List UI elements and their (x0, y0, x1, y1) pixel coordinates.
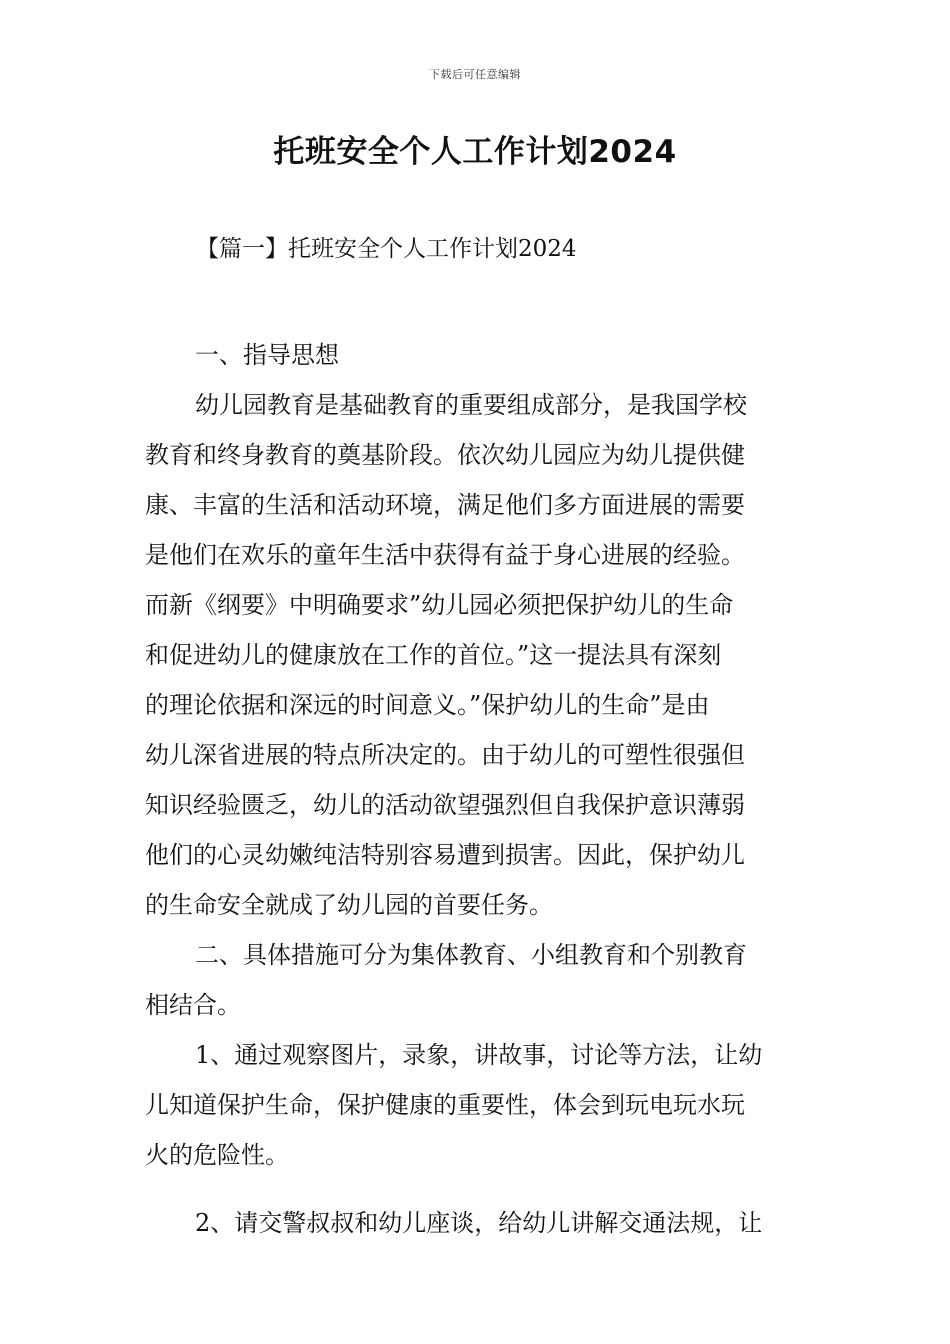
list-item-2 (145, 1198, 810, 1248)
paragraph-line: 而新《纲要》中明确要求”幼儿园必须把保护幼儿的生命 (145, 591, 734, 619)
list-item-1 (145, 1030, 810, 1180)
list-item-line: 1、通过观察图片，录象，讲故事，讨论等方法，让幼 (195, 1041, 763, 1069)
paragraph-line: 他们的心灵幼嫩纯洁特别容易遭到损害。因此，保护幼儿 (145, 841, 745, 869)
document-title: 托班安全个人工作计划2024 (273, 134, 677, 170)
paragraph-line: 和促进幼儿的健康放在工作的首位。”这一提法具有深刻 (145, 641, 722, 669)
paragraph-line: 幼儿园教育是基础教育的重要组成部分，是我国学校 (195, 391, 747, 419)
heading-line: 相结合。 (145, 991, 241, 1019)
heading-guiding-ideology: 一、指导思想 (195, 341, 339, 369)
paragraph-line: 是他们在欢乐的童年生活中获得有益于身心进展的经验。 (145, 541, 745, 569)
paragraph-line: 知识经验匮乏，幼儿的活动欲望强烈但自我保护意识薄弱 (145, 791, 745, 819)
paragraph-line: 康、丰富的生活和活动环境，满足他们多方面进展的需要 (145, 491, 745, 519)
document-body (145, 330, 810, 1248)
paragraph-line: 的理论依据和深远的时间意义。”保护幼儿的生命”是由 (145, 691, 710, 719)
list-item-line: 儿知道保护生命，保护健康的重要性，体会到玩电玩水玩 (145, 1091, 745, 1119)
paragraph-line: 的生命安全就成了幼儿园的首要任务。 (145, 891, 553, 919)
header-note: 下载后可任意编辑 (429, 68, 521, 81)
spacer (145, 1180, 810, 1198)
paragraph-line: 幼儿深省进展的特点所决定的。由于幼儿的可塑性很强但 (145, 741, 745, 769)
heading-specific-measures (145, 930, 810, 1030)
list-item-line: 火的危险性。 (145, 1141, 289, 1169)
paragraph-guiding-ideology (145, 380, 810, 930)
paragraph-line: 教育和终身教育的奠基阶段。依次幼儿园应为幼儿提供健 (145, 441, 745, 469)
section-subtitle: 【篇一】托班安全个人工作计划2024 (196, 236, 577, 262)
list-item-line: 2、请交警叔叔和幼儿座谈，给幼儿讲解交通法规，让 (195, 1209, 763, 1237)
heading-line: 二、具体措施可分为集体教育、小组教育和个别教育 (195, 941, 747, 969)
